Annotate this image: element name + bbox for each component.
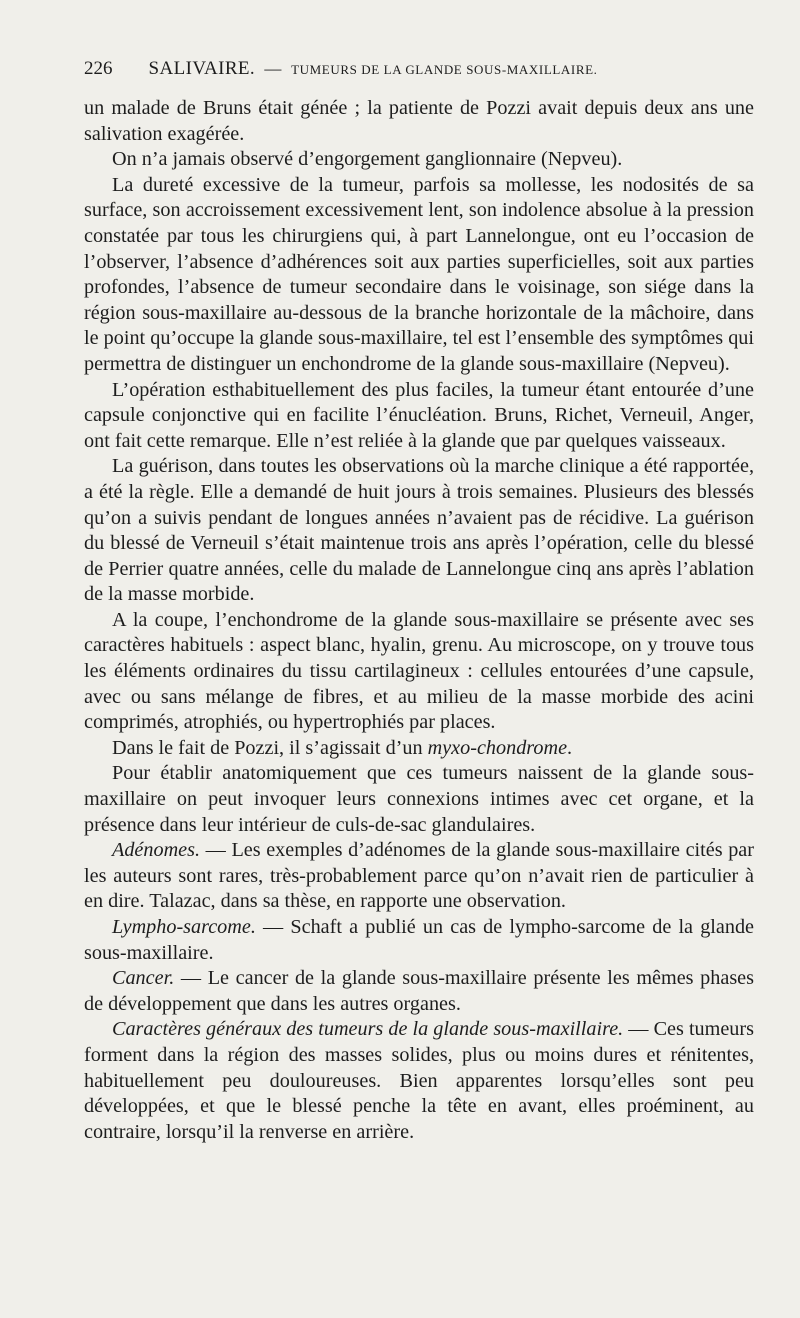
running-title-main: SALIVAIRE.	[148, 58, 256, 79]
body-text	[84, 96, 754, 1145]
term-myxo-chondrome: myxo-chondrome	[427, 736, 568, 759]
paragraph-anatomy: Pour établir anatomiquement que ces tumeurs naissent de la glande sous-maxillaire on peut invoquer leurs connexions intimes avec cet organe, et la présence dans leur intérieur de culs-de-sac glandulaires.	[84, 762, 754, 836]
running-title-sub: TUMEURS DE LA GLANDE SOUS-MAXILLAIRE.	[291, 62, 598, 77]
paragraph-ganglion: On n’a jamais observé d’engorgement ganglionnaire (Nepveu).	[112, 148, 623, 171]
running-header	[84, 58, 754, 92]
paragraph-general-characters: Caractères généraux des tumeurs de la glande sous-maxillaire. — Ces tumeurs forment dans la région des masses solides, plus ou moins dures et rénitentes, habituellement peu douloureuses. Bien apparentes lorsqu’elles sont peu développées, et que le blessé penche la tête en avant, elles proéminent, au contraire, lorsqu’il la renverse en arrière.	[84, 1018, 754, 1143]
page-number: 226	[84, 58, 113, 79]
heading-adenomes: Adénomes.	[112, 839, 201, 862]
paragraph-pozzi: Dans le fait de Pozzi, il s’agissait d’un myxo-chondrome.	[112, 736, 573, 759]
paragraph-section: A la coupe, l’enchondrome de la glande sous-maxillaire se présente avec ses caractères habituels : aspect blanc, hyalin, grenu. Au microscope, on y trouve tous les éléments ordinaires du tissu cartilagineux : cellules entourées d’une capsule, avec ou sans mélange de fibres, et au milieu de la masse morbide des acini comprimés, atrophiés, ou hypertrophiés par places.	[84, 608, 754, 734]
paragraph-adenomes: Adénomes. — Les exemples d’adénomes de la glande sous-maxillaire cités par les auteurs sont rares, très-probablement parce qu’on n’avait rien de particulier à en dire. Talazac, dans sa thèse, en rapporte une observation.	[84, 839, 754, 913]
paragraph-lympho-sarcome: Lympho-sarcome. — Schaft a publié un cas de lympho-sarcome de la glande sous-maxillaire.	[84, 916, 754, 964]
heading-cancer: Cancer.	[112, 967, 175, 990]
heading-lympho-sarcome: Lympho-sarcome.	[112, 916, 256, 938]
paragraph-healing: La guérison, dans toutes les observations où la marche clinique a été rapportée, a été la règle. Elle a demandé de huit jours à trois semaines. Plusieurs des blessés qu’on a suivis pendant de longues années n’avaient pas de récidive. La guérison du blessé de Verneuil s’était maintenue trois ans après l’opération, celle du blessé de Perrier quatre années, celle du malade de Lannelongue cinq ans après l’ablation de la masse morbide.	[84, 455, 754, 606]
paragraph-operation: L’opération esthabituellement des plus faciles, la tumeur étant entourée d’une capsule conjonctive qui en facilite l’énucléation. Bruns, Richet, Verneuil, Anger, ont fait cette remarque. Elle n’est reliée à la glande que par quelques vaisseaux.	[84, 378, 754, 452]
paragraph-continuation: un malade de Bruns était génée ; la patiente de Pozzi avait depuis deux ans une salivation exagérée.	[84, 97, 754, 145]
running-title-dash: —	[264, 59, 282, 78]
paragraph-cancer: Cancer. — Le cancer de la glande sous-maxillaire présente les mêmes phases de développement que dans les autres organes.	[84, 967, 754, 1015]
running-title	[149, 58, 598, 80]
paragraph-symptoms: La dureté excessive de la tumeur, parfois sa mollesse, les nodosités de sa surface, son accroissement excessivement lent, son indolence absolue à la pression constatée par tous les chirurgiens qui, à part Lannelongue, ont eu l’occasion de l’observer, l’absence d’adhérences soit aux parties superficielles, soit aux parties profondes, l’absence de tumeur secondaire dans le voisinage, son siége dans la région sous-maxillaire au-dessous de la branche horizontale de la mâchoire, dans le point qu’occupe la glande sous-maxillaire, tel est l’ensemble des symptômes qui permettra de distinguer un enchondrome de la glande sous-maxillaire (Nepveu).	[84, 173, 754, 375]
heading-general-characters: Caractères généraux des tumeurs de la glande sous-maxillaire.	[112, 1018, 624, 1041]
